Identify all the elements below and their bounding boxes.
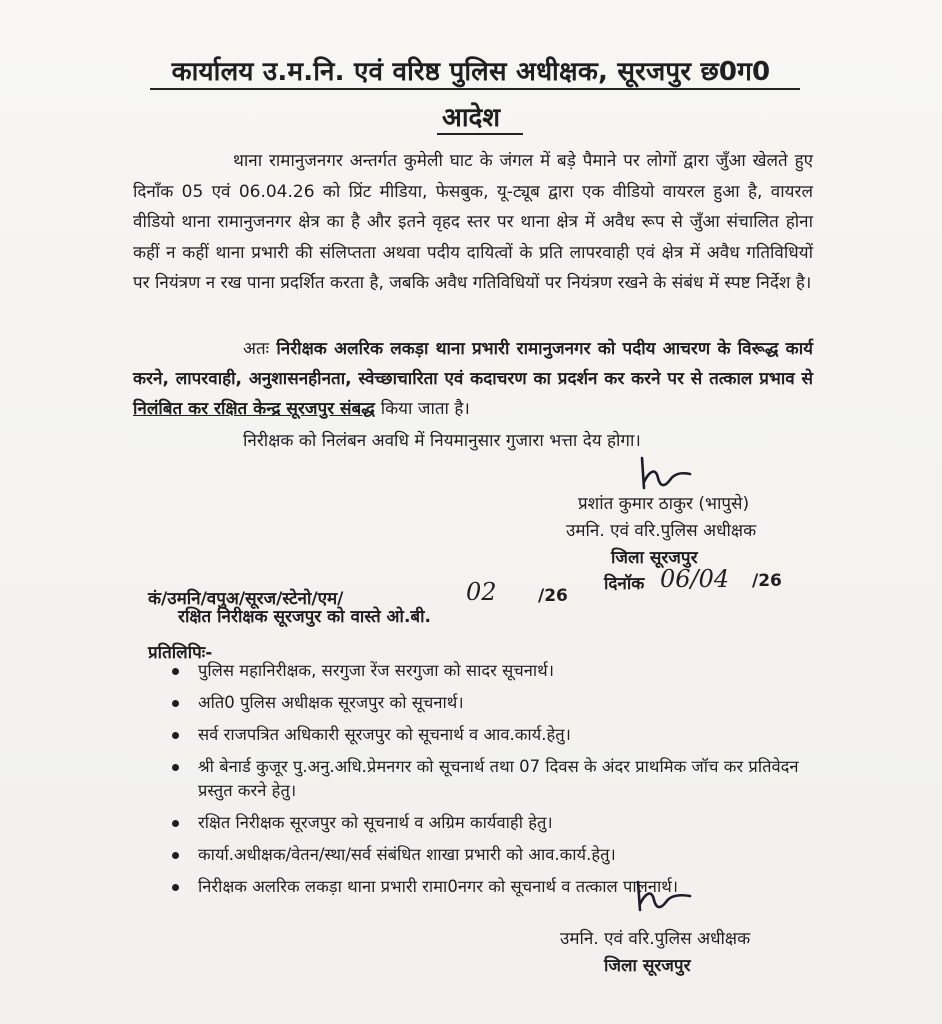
list-item: निरीक्षक अलरिक लकड़ा थाना प्रभारी रामा0नगर को सूचनार्थ व तत्काल पालनार्थ। [170, 875, 830, 899]
list-item: पुलिस महानिरीक्षक, सरगुजा रेंज सरगुजा को सादर सूचनार्थ। [170, 659, 830, 683]
bullet-icon [172, 884, 179, 891]
list-item: रक्षित निरीक्षक सूरजपुर को सूचनार्थ व अग्रिम कार्यवाही हेतु। [170, 811, 830, 835]
reference-year-2: /26 [752, 571, 782, 591]
copy-to-list [170, 652, 830, 907]
paragraph-2-start: अतः [243, 339, 270, 359]
bullet-icon [172, 732, 179, 739]
paragraph-2-bold: निरीक्षक अलरिक लकड़ा थाना प्रभारी रामानुजनगर को पदीय आचरण के विरूद्ध कार्य करने, लापरवाही, अनुशासनहीनता, स्वेच्छाचारिता एवं कदाचरण का प्रदर्शन कर करने पर से तत्काल प्रभाव से [133, 339, 813, 389]
bullet-icon [172, 668, 179, 675]
bullet-icon [172, 764, 179, 771]
signatory-name: प्रशांत कुमार ठाकुर (भापुसे) [578, 494, 750, 514]
paragraph-2-end: किया जाता है। [380, 399, 470, 419]
signatory-district: जिला सूरजपुर [611, 548, 698, 568]
paragraph-3: निरीक्षक को निलंबन अवधि में नियमानुसार गुजारा भत्ता देय होगा। [243, 431, 641, 451]
signature-scribble-2 [632, 876, 696, 920]
bullet-icon [172, 700, 179, 707]
order-heading: आदेश [441, 103, 501, 133]
signatory-2-district: जिला सूरजपुर [604, 956, 691, 976]
signatory-2-designation: उमनि. एवं वरि.पुलिस अधीक्षक [560, 929, 751, 949]
office-title: कार्यालय उ.म.नि. एवं वरिष्ठ पुलिस अधीक्षक, सूरजपुर छ0ग0 [171, 57, 771, 87]
reference-number-handwritten: 02 [466, 578, 497, 606]
list-item: श्री बेनार्ड कुजूर पु.अनु.अधि.प्रेमनगर को सूचनार्थ तथा 07 दिवस के अंदर प्राथमिक जॉच कर प्रतिवेदन प्रस्तुत करने हेतु। [170, 755, 830, 803]
paragraph-2 [133, 334, 813, 424]
list-item: अति0 पुलिस अधीक्षक सूरजपुर को सूचनार्थ। [170, 691, 830, 715]
title-underline [150, 88, 800, 90]
list-item: सर्व राजपत्रित अधिकारी सूरजपुर को सूचनार्थ व आव.कार्य.हेतु। [170, 723, 830, 747]
date-label: दिनॉक [604, 574, 645, 594]
heading-underline [437, 133, 523, 135]
bullet-icon [172, 820, 179, 827]
list-item: कार्या.अधीक्षक/वेतन/स्था/सर्व संबंधित शाखा प्रभारी को आव.कार्य.हेतु। [170, 843, 830, 867]
reference-number: कं/उमनि/वपुअ/सूरज/स्टेनो/एम/ [148, 589, 344, 609]
date-handwritten: 06/04 [660, 565, 730, 593]
reference-year-1: /26 [538, 586, 568, 606]
copy-to-label: प्रतिलिपिः- [148, 643, 213, 663]
bullet-icon [172, 852, 179, 859]
paragraph-2-underlined: निलंबित कर रक्षित केन्द्र सूरजपुर संबद्ध [133, 399, 375, 419]
signatory-designation: उमनि. एवं वरि.पुलिस अधीक्षक [566, 521, 757, 541]
forwarding-line: रक्षित निरीक्षक सूरजपुर को वास्ते ओ.बी. [178, 607, 431, 627]
paragraph-1: थाना रामानुजनगर अन्तर्गत कुमेली घाट के जंगल में बड़े पैमाने पर लोगों द्वारा जुँआ खेलते हुए दिनाँक 05 एवं 06.04.26 को प्रिंट मीडिया, फेसबुक, यू-ट्यूब द्वारा एक वीडियो वायरल हुआ है, वायरल वीडियो थाना रामानुजनगर क्षेत्र का है और इतने वृहद स्तर पर थाना क्षेत्र में अवैध रूप से जुँआ संचालित होना कहीं न कहीं थाना प्रभारी की संलिप्तता अथवा पदीय दायित्वों के प्रति लापरवाही एवं क्षेत्र में अवैध गतिविधियों पर नियंत्रण न रख पाना प्रदर्शित करता है, जबकि अवैध गतिविधियों पर नियंत्रण रखने के संबंध में स्पष्ट निर्देश है। [133, 151, 813, 293]
